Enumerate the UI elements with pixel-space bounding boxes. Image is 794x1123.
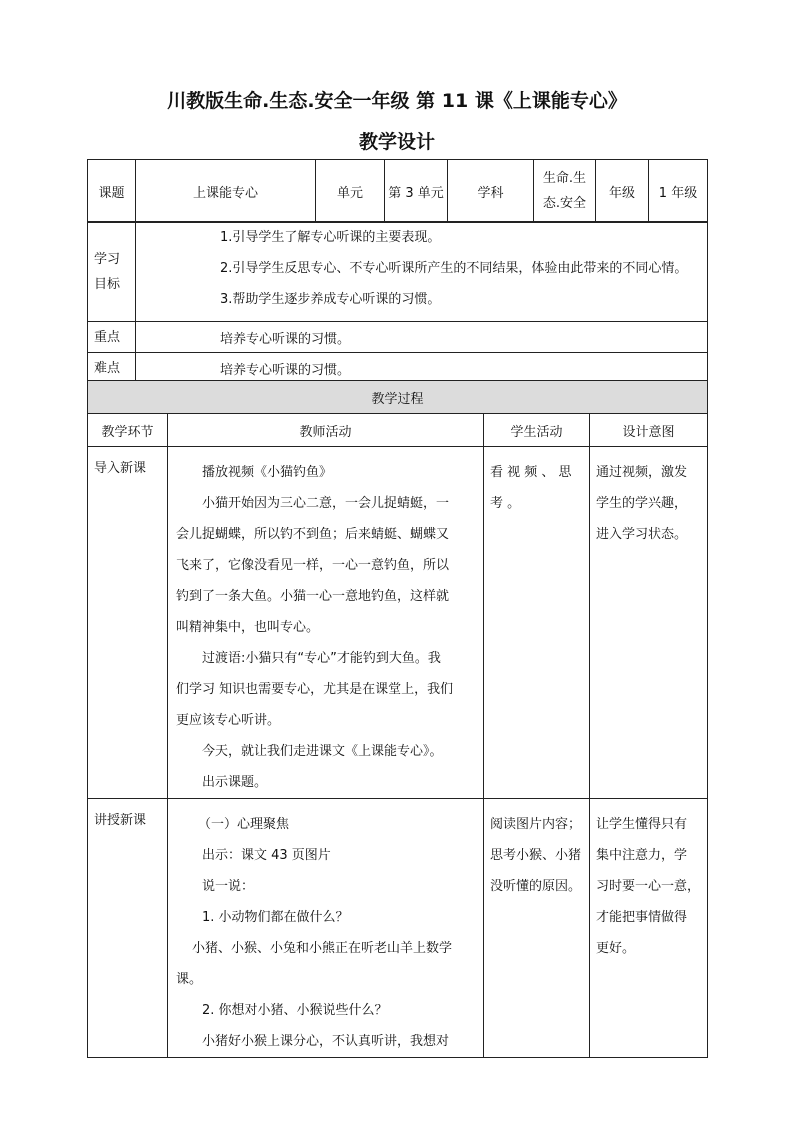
- stage-label: 讲授新课: [88, 799, 168, 1058]
- student-line: 没听懂的原因。: [490, 879, 582, 894]
- teacher-activity: [168, 447, 484, 799]
- teacher-line: 今天，就让我们走进课文《上课能专心》。: [202, 744, 443, 759]
- intent-line: 通过视频，激发: [596, 465, 688, 480]
- objectives-label-line1: 学习: [94, 251, 121, 267]
- subject-label: 学科: [448, 160, 534, 223]
- design-intent: [590, 447, 708, 799]
- teacher-line: 小猪好小猴上课分心，不认真听讲，我想对: [202, 1034, 450, 1049]
- teacher-line: 出示：课文 43 页图片: [202, 848, 331, 863]
- teacher-line: 会儿捉蝴蝶，所以钓不到鱼；后来蜻蜓、蝴蝶又: [176, 527, 450, 542]
- topic-value: 上课能专心: [136, 160, 316, 223]
- teacher-line: 2. 你想对小猪、小猴说些什么？: [202, 1003, 388, 1018]
- student-line: 考 。: [490, 496, 521, 511]
- teacher-line: （一）心理聚焦: [198, 817, 290, 832]
- teacher-line: 播放视频《小猫钓鱼》: [202, 465, 333, 480]
- unit-label: 单元: [316, 160, 385, 223]
- key-point-row: [88, 322, 708, 353]
- teacher-line: 们学习 知识也需要专心，尤其是在课堂上，我们: [176, 682, 454, 697]
- intent-line: 学生的学兴趣，: [596, 496, 688, 511]
- grade-label: 年级: [596, 160, 649, 223]
- teacher-line: 更应该专心听讲。: [176, 713, 281, 728]
- stage-label: 导入新课: [88, 447, 168, 799]
- objective-item: 3.帮助学生逐步养成专心听课的习惯。: [220, 292, 441, 307]
- header-stage: 教学环节: [88, 414, 168, 447]
- teacher-line: 1. 小动物们都在做什么？: [202, 910, 349, 925]
- teaching-process-table: [87, 380, 708, 1058]
- subject-value: [534, 160, 596, 223]
- objectives-label-line2: 目标: [94, 276, 121, 292]
- header-intent: 设计意图: [590, 414, 708, 447]
- teacher-line: 叫精神集中，也叫专心。: [176, 620, 320, 635]
- teacher-line: 小猪、小猴、小兔和小熊正在听老山羊上数学: [192, 941, 453, 956]
- header-teacher: 教师活动: [168, 414, 484, 447]
- intent-line: 进入学习状态。: [596, 527, 688, 542]
- header-student: 学生活动: [484, 414, 590, 447]
- teacher-line: 过渡语:小猫只有“专心”才能钓到大鱼。我: [202, 651, 441, 666]
- design-intent: [590, 799, 708, 1058]
- process-header-row: [88, 414, 708, 447]
- intent-line: 更好。: [596, 941, 636, 956]
- unit-value: 第 3 单元: [385, 160, 448, 223]
- objectives-row: [88, 222, 708, 322]
- lesson-info-table: [87, 159, 708, 223]
- teacher-line: 小猫开始因为三心二意，一会儿捉蜻蜓，一: [202, 496, 450, 511]
- key-point-value: 培养专心听课的习惯。: [136, 322, 708, 353]
- intent-line: 习时要一心一意，: [596, 879, 701, 894]
- difficulty-label: 难点: [88, 353, 136, 384]
- difficulty-row: [88, 353, 708, 384]
- teacher-line: 飞来了，它像没看见一样，一心一意钓鱼，所以: [176, 558, 450, 573]
- process-band-row: [88, 381, 708, 414]
- student-activity: [484, 799, 590, 1058]
- objectives-list: [136, 222, 708, 322]
- student-line: 阅读图片内容；: [490, 817, 582, 832]
- topic-label: 课题: [88, 160, 136, 223]
- objective-item: 1.引导学生了解专心听课的主要表现。: [220, 230, 441, 245]
- document-subtitle: 教学设计: [358, 131, 435, 153]
- lesson-info-row: [88, 160, 708, 223]
- teacher-line: 课。: [176, 972, 203, 987]
- key-point-label: 重点: [88, 322, 136, 353]
- intent-line: 集中注意力，学: [596, 848, 688, 863]
- grade-value: 1 年级: [649, 160, 708, 223]
- objectives-label: [88, 222, 136, 322]
- student-line: 思考小猴、小猪: [490, 848, 582, 863]
- intent-line: 让学生懂得只有: [596, 817, 688, 832]
- teacher-line: 说一说：: [202, 879, 255, 894]
- process-row-intro: [88, 447, 708, 799]
- teacher-line: 钓到了一条大鱼。小猫一心一意地钓鱼，这样就: [176, 589, 450, 604]
- process-row-new-lesson: [88, 799, 708, 1058]
- difficulty-value: 培养专心听课的习惯。: [136, 353, 708, 384]
- objectives-table: [87, 221, 708, 384]
- teacher-line: 出示课题。: [202, 775, 268, 790]
- intent-line: 才能把事情做得: [596, 910, 688, 925]
- student-activity: [484, 447, 590, 799]
- student-line: 看 视 频 、 思: [490, 465, 572, 480]
- process-band-title: 教学过程: [88, 381, 708, 414]
- subject-value-line1: 生命.生: [542, 171, 587, 186]
- subject-value-line2: 态.安全: [542, 196, 587, 211]
- document-title: 川教版生命.生态.安全一年级 第 11 课《上课能专心》: [167, 90, 627, 112]
- teacher-activity: [168, 799, 484, 1058]
- objective-item: 2.引导学生反思专心、不专心听课所产生的不同结果，体验由此带来的不同心情。: [220, 261, 688, 276]
